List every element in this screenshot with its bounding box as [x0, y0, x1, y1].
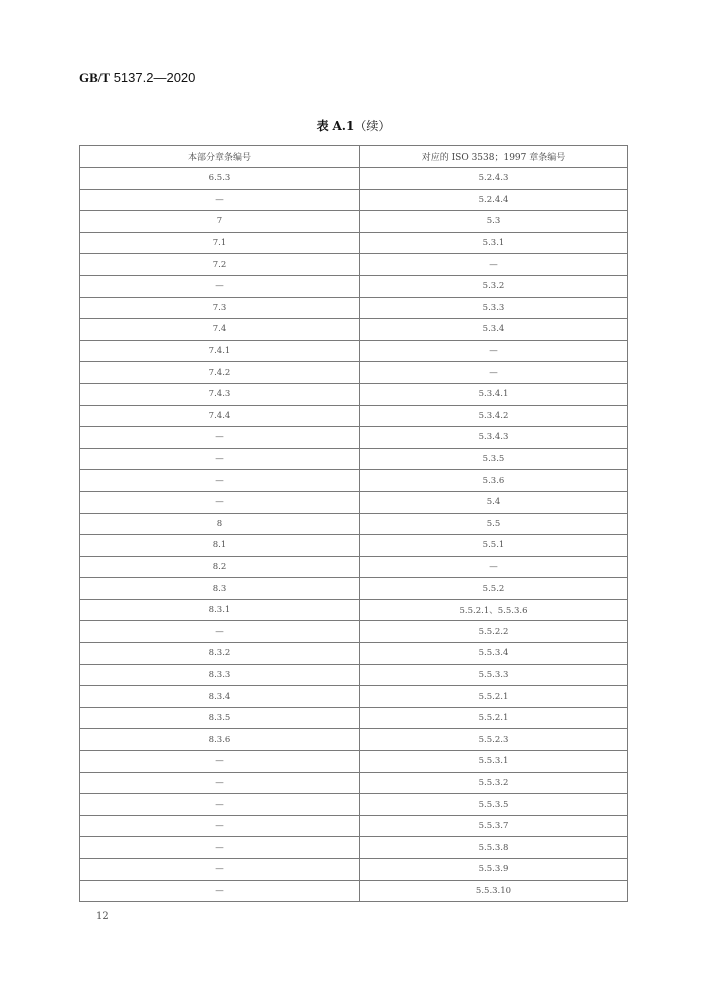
iso-clause-cell: 5.5.3.9 [360, 859, 628, 881]
iso-clause-cell: 5.3.1 [360, 232, 628, 254]
this-part-clause-cell: 8.3.1 [80, 599, 360, 621]
iso-clause-cell: 5.5.2 [360, 578, 628, 600]
iso-clause-cell: 5.5.3.1 [360, 751, 628, 773]
table-row [80, 837, 628, 859]
table-row [80, 578, 628, 600]
table-row [80, 815, 628, 837]
table-caption-suffix: （续） [354, 119, 391, 133]
document-identifier [79, 70, 195, 86]
iso-clause-cell: 5.3.4.3 [360, 427, 628, 449]
table-row [80, 621, 628, 643]
this-part-clause-cell: — [80, 189, 360, 211]
iso-clause-cell: 5.5.3.5 [360, 794, 628, 816]
iso-clause-cell: 5.5.3.8 [360, 837, 628, 859]
table-row [80, 513, 628, 535]
iso-clause-cell: 5.3.2 [360, 275, 628, 297]
this-part-clause-cell: 8.1 [80, 535, 360, 557]
iso-clause-cell: 5.3.4.2 [360, 405, 628, 427]
this-part-clause-cell: 7.3 [80, 297, 360, 319]
table-row [80, 362, 628, 384]
table-row [80, 427, 628, 449]
iso-clause-cell: 5.5.3.7 [360, 815, 628, 837]
table-row [80, 859, 628, 881]
iso-clause-cell: — [360, 340, 628, 362]
page-number: 12 [96, 911, 109, 922]
table-row [80, 319, 628, 341]
table-row [80, 405, 628, 427]
table-row [80, 168, 628, 190]
doc-prefix: GB/T [79, 70, 111, 85]
iso-clause-cell: 5.3.6 [360, 470, 628, 492]
this-part-clause-cell: 8.3.3 [80, 664, 360, 686]
table-caption-prefix: 表 [316, 119, 329, 133]
this-part-clause-cell: 7.4.2 [80, 362, 360, 384]
table-row [80, 340, 628, 362]
this-part-clause-cell: 7.4.3 [80, 383, 360, 405]
this-part-clause-cell: — [80, 837, 360, 859]
column-header-this-part: 本部分章条编号 [80, 146, 360, 168]
iso-clause-cell: 5.5 [360, 513, 628, 535]
this-part-clause-cell: — [80, 772, 360, 794]
table-row [80, 254, 628, 276]
table-row [80, 275, 628, 297]
table-row [80, 686, 628, 708]
iso-clause-cell: 5.5.3.2 [360, 772, 628, 794]
this-part-clause-cell: 8.3.5 [80, 707, 360, 729]
iso-clause-cell: 5.5.2.1 [360, 686, 628, 708]
iso-clause-cell: 5.3 [360, 211, 628, 233]
this-part-clause-cell: 6.5.3 [80, 168, 360, 190]
iso-clause-cell: — [360, 556, 628, 578]
iso-clause-cell: 5.3.4 [360, 319, 628, 341]
this-part-clause-cell: 7.4.1 [80, 340, 360, 362]
table-row [80, 664, 628, 686]
this-part-clause-cell: — [80, 448, 360, 470]
iso-clause-cell: 5.4 [360, 491, 628, 513]
this-part-clause-cell: — [80, 470, 360, 492]
table-row [80, 535, 628, 557]
this-part-clause-cell: — [80, 751, 360, 773]
table-row [80, 729, 628, 751]
table-row [80, 491, 628, 513]
this-part-clause-cell: 7.4.4 [80, 405, 360, 427]
table-caption [0, 117, 707, 134]
table-body [80, 168, 628, 902]
this-part-clause-cell: 8.3.2 [80, 643, 360, 665]
iso-clause-cell: 5.3.4.1 [360, 383, 628, 405]
iso-clause-cell: — [360, 362, 628, 384]
table-row [80, 599, 628, 621]
iso-clause-cell: 5.5.1 [360, 535, 628, 557]
this-part-clause-cell: 7.2 [80, 254, 360, 276]
table-row [80, 383, 628, 405]
this-part-clause-cell: 7.1 [80, 232, 360, 254]
iso-clause-cell: 5.2.4.4 [360, 189, 628, 211]
column-header-iso: 对应的 ISO 3538；1997 章条编号 [360, 146, 628, 168]
table-row [80, 643, 628, 665]
iso-clause-cell: 5.2.4.3 [360, 168, 628, 190]
iso-clause-cell: 5.5.3.10 [360, 880, 628, 902]
this-part-clause-cell: — [80, 427, 360, 449]
this-part-clause-cell: 8.3.6 [80, 729, 360, 751]
this-part-clause-cell: 8 [80, 513, 360, 535]
table-row [80, 232, 628, 254]
table-row [80, 794, 628, 816]
clause-mapping-table [79, 145, 628, 902]
this-part-clause-cell: 7.4 [80, 319, 360, 341]
table-row [80, 470, 628, 492]
table-row [80, 189, 628, 211]
table-row [80, 772, 628, 794]
this-part-clause-cell: — [80, 880, 360, 902]
this-part-clause-cell: — [80, 491, 360, 513]
table-row [80, 297, 628, 319]
table-caption-id: A.1 [332, 119, 355, 133]
this-part-clause-cell: 8.2 [80, 556, 360, 578]
this-part-clause-cell: 8.3 [80, 578, 360, 600]
table-row [80, 880, 628, 902]
this-part-clause-cell: — [80, 859, 360, 881]
this-part-clause-cell: 8.3.4 [80, 686, 360, 708]
table-header-row [80, 146, 628, 168]
this-part-clause-cell: — [80, 621, 360, 643]
this-part-clause-cell: — [80, 275, 360, 297]
iso-clause-cell: 5.5.3.4 [360, 643, 628, 665]
iso-clause-cell: 5.5.3.3 [360, 664, 628, 686]
table-row [80, 211, 628, 233]
table-row [80, 751, 628, 773]
this-part-clause-cell: 7 [80, 211, 360, 233]
table-row [80, 556, 628, 578]
iso-clause-cell: 5.5.2.1 [360, 707, 628, 729]
iso-clause-cell: 5.5.2.1、5.5.3.6 [360, 599, 628, 621]
doc-number: 5137.2—2020 [113, 70, 196, 85]
this-part-clause-cell: — [80, 815, 360, 837]
iso-clause-cell: 5.5.2.2 [360, 621, 628, 643]
iso-clause-cell: 5.3.5 [360, 448, 628, 470]
this-part-clause-cell: — [80, 794, 360, 816]
table-row [80, 707, 628, 729]
table-row [80, 448, 628, 470]
iso-clause-cell: 5.3.3 [360, 297, 628, 319]
iso-clause-cell: 5.5.2.3 [360, 729, 628, 751]
iso-clause-cell: — [360, 254, 628, 276]
